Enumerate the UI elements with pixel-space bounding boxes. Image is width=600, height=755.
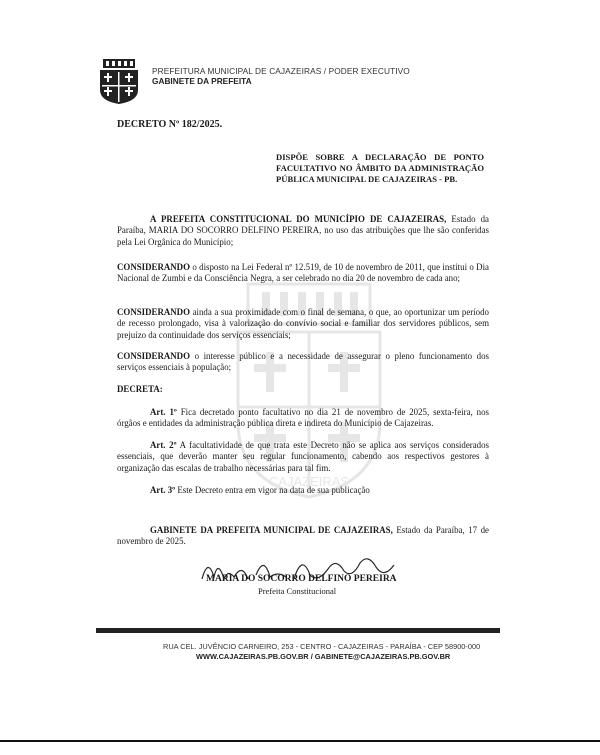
considerando-label-3: CONSIDERANDO [117,351,190,361]
article-1 [117,407,489,430]
article-3-text: Este Decreto entra em vigor na data de sua publicação [175,485,370,495]
closing-bold: GABINETE DA PREFEITA MUNICIPAL DE CAJAZEIRAS, [150,525,393,535]
footer-address: RUA CEL. JUVÊNCIO CARNEIRO, 253 - CENTRO - CAJAZEIRAS - PARAÍBA - CEP 58900-000 [163,642,481,651]
considerando-1 [117,262,489,285]
decreta-heading: DECRETA: [117,384,163,394]
considerando-3 [117,351,489,374]
intro-text: Estado da Paraíba, MARIA DO SOCORRO DELFINO PEREIRA, no uso das atribuições que lhe são conferidas pela Lei Orgânica do Município; [117,214,489,247]
article-2 [117,440,489,474]
city-coat-of-arms-icon [97,57,141,105]
closing-text: Estado da Paraíba, 17 de novembro de 2025. [117,525,489,547]
decree-ementa: DISPÕE SOBRE A DECLARAÇÃO DE PONTO FACULTATIVO NO ÂMBITO DA ADMINISTRAÇÃO PÚBLICA MUNICIPAL DE CAJAZEIRAS - PB. [276,152,484,184]
article-2-label: Art. 2º [150,440,177,450]
article-1-text: Fica decretado ponto facultativo no dia 21 de novembro de 2025, sexta-feira, nos órgãos e entidades da administração pública direta e indireta do Município de Cajazeiras. [117,407,489,429]
considerando-text-2: ainda a sua proximidade com o final de semana, o que, ao oportunizar um período de recesso prolongado, visa à valorização do convívio social e familiar dos servidores públicos, sem prejuízo da continuidade dos serviços essenciais; [117,307,489,340]
closing-paragraph [117,525,489,548]
considerando-label-1: CONSIDERANDO [117,262,190,272]
intro-paragraph [117,214,489,248]
decree-number: DECRETO Nº 182/2025. [117,119,223,130]
article-1-label: Art. 1º [150,407,177,417]
watermark-text: CAJAZEIRAS [268,474,350,489]
article-2-text: A facultatividade de que trata este Decreto não se aplica aos serviços considerados essenciais, que deverão manter seu regular funcionamento, cabendo aos respectivos gestores à organização das escalas de trabalho necessárias para tal fim. [117,440,490,473]
article-3-label: Art. 3º [150,485,176,495]
header-institution: PREFEITURA MUNICIPAL DE CAJAZEIRAS / PODER EXECUTIVO [152,66,410,76]
signer-role: Prefeita Constitucional [258,586,337,596]
footer-divider [96,628,500,633]
article-3 [117,485,489,496]
header-office: GABINETE DA PREFEITA [152,76,252,86]
considerando-label-2: CONSIDERANDO [117,307,190,317]
considerando-2 [117,307,489,341]
footer-contact: WWW.CAJAZEIRAS.PB.GOV.BR / GABINETE@CAJAZEIRAS.PB.GOV.BR [196,652,451,661]
signer-name: MARIA DO SOCORRO DELFINO PEREIRA [206,574,397,584]
page-bottom-border [0,740,600,742]
considerando-text-3: o interesse público e a necessidade de assegurar o pleno funcionamento dos serviços essenciais à população; [117,351,489,373]
intro-bold: A PREFEITA CONSTITUCIONAL DO MUNICÍPIO DE CAJAZEIRAS, [150,214,447,224]
considerando-text-1: o disposto na Lei Federal nº 12.519, de 10 de novembro de 2011, que institui o Dia Nacional de Zumbi e da Consciência Negra, a ser celebrado no dia 20 de novembro de cada ano; [117,262,489,284]
